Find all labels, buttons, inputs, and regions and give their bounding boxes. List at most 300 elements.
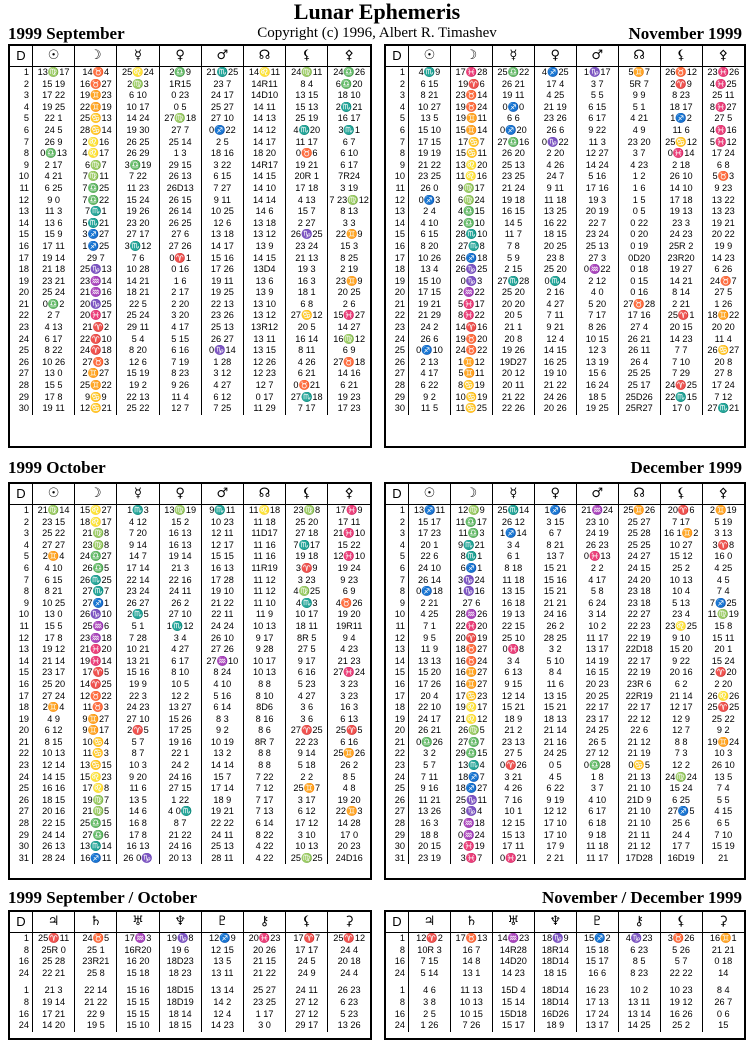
table-row (386, 334, 744, 346)
position-cell: 23 4 (660, 609, 702, 621)
position-cell: 14R28 (492, 945, 534, 957)
position-cell: 27 26 (201, 644, 243, 656)
position-cell: 4♌17 (75, 148, 117, 160)
position-cell: 3 15 (534, 517, 576, 529)
position-cell: 6 17 (159, 656, 201, 668)
venus-icon: ♀ (159, 46, 201, 67)
position-cell: 18D15 (159, 985, 201, 997)
position-cell: 11♎17 (450, 517, 492, 529)
position-cell: 23♉14 (450, 90, 492, 102)
position-cell: 1♐2 (660, 113, 702, 125)
position-cell: 15 12 (660, 551, 702, 563)
position-cell: 17♓28 (450, 67, 492, 79)
position-cell: 25♎22 (492, 67, 534, 79)
position-cell: 17 23 (337, 403, 361, 414)
position-cell: 3 7 (618, 148, 660, 160)
day-cell: 29 (10, 392, 33, 404)
position-cell: 20R 1 (286, 171, 328, 183)
day-cell: 16 (386, 241, 409, 253)
position-cell: 20 23 (337, 841, 361, 852)
position-cell: 24 4 (660, 830, 702, 842)
position-cell: 7 8 (492, 241, 534, 253)
position-cell: 13 7 (534, 551, 576, 563)
position-cell: 17♉13 (450, 933, 492, 945)
position-cell: 13 9 (243, 287, 285, 299)
table-row (10, 997, 370, 1009)
day-cell: 18 (10, 702, 33, 714)
position-cell: 13♏14 (75, 841, 117, 853)
position-cell: 0♎28 (576, 760, 618, 772)
position-cell: 10 3 (117, 760, 159, 772)
day-cell: 2 (386, 517, 409, 529)
position-cell: 28 11 (201, 853, 243, 865)
position-cell: 4 6 (409, 985, 451, 997)
day-cell: 15 (386, 667, 409, 679)
position-cell: 17 7 (660, 841, 702, 853)
position-cell: 12 7 (159, 403, 201, 415)
position-cell: 24 25 (534, 748, 576, 760)
position-cell: 7 17 (660, 517, 702, 529)
position-cell: 27♏8 (450, 241, 492, 253)
position-cell: 15 22 (337, 539, 361, 550)
table-row (386, 206, 744, 218)
table-row (386, 368, 744, 380)
table-row (10, 276, 370, 288)
position-cell: 27 17 (117, 229, 159, 241)
position-cell: 11 13 (450, 985, 492, 997)
position-cell: 25 11 (712, 90, 735, 101)
day-cell: 23 (386, 322, 409, 334)
position-cell: 20 5 (286, 322, 328, 334)
position-cell: 16 8 (117, 818, 159, 830)
table-row (386, 725, 744, 737)
position-cell: 8 7 (159, 818, 201, 830)
position-cell: 10 15 (450, 1009, 492, 1021)
position-cell: 27 12 (286, 997, 328, 1009)
position-cell: 16♉27 (75, 79, 117, 91)
position-cell: 15 15 (117, 1009, 159, 1021)
position-cell: 16 1♊2 (660, 528, 702, 540)
position-cell: 10 25 (201, 206, 243, 218)
day-cell: 5 (10, 113, 33, 125)
table-row (386, 218, 744, 230)
day-cell: 26 (10, 795, 33, 807)
position-cell: 18 1 (286, 287, 328, 299)
day-cell: 27 (10, 806, 33, 818)
position-cell: 16 13 (117, 841, 159, 853)
position-cell: 23 3 (660, 218, 702, 230)
day-header: D (386, 484, 409, 505)
position-cell: 20 15 (660, 322, 702, 334)
position-cell: 25 13 (201, 322, 243, 334)
day-cell: 8 (10, 945, 33, 957)
table-row (386, 137, 744, 149)
table-row (386, 1009, 744, 1021)
position-cell: 8 5 (342, 771, 356, 782)
position-cell: 24 9 (286, 968, 328, 980)
position-cell: 13 23 (711, 206, 735, 217)
position-cell: 15♌23 (75, 772, 117, 784)
table-row (10, 241, 370, 253)
position-cell: 0♐3 (409, 195, 451, 207)
position-cell: 3 17 (286, 795, 328, 807)
position-cell: 14D10 (243, 90, 285, 102)
position-cell: 9♋9 (75, 392, 117, 404)
position-cell: 21 22 (409, 160, 451, 172)
position-cell: 3 4 (159, 633, 201, 645)
position-cell: 7 29 (660, 368, 702, 380)
position-cell: 15 19 (117, 368, 159, 380)
position-cell: 26 21 (618, 334, 660, 346)
table-row (386, 195, 744, 207)
table-row (386, 737, 744, 749)
position-cell: 6 16 (286, 667, 328, 679)
position-cell: 11 18 (534, 195, 576, 207)
day-cell: 22 (386, 748, 409, 760)
position-cell: 10 17 (117, 102, 159, 114)
position-cell: 24♉5 (75, 933, 117, 945)
position-cell: 6 9 (342, 586, 356, 597)
position-cell: 20 15 (409, 841, 451, 853)
position-cell: 20♓23 (243, 933, 285, 945)
position-cell: 27 26 (159, 241, 201, 253)
day-cell: 1 (386, 505, 409, 517)
position-cell: 9 11 (201, 195, 243, 207)
position-cell: 11R19 (243, 563, 285, 575)
mars-icon: ♂ (201, 46, 243, 67)
position-cell: 21 24 (492, 183, 534, 195)
position-cell: 10 13 (243, 667, 285, 679)
position-cell: 23 26 (534, 113, 576, 125)
table-row (386, 148, 744, 160)
position-cell: 6 17 (576, 806, 618, 818)
table-row (10, 357, 370, 369)
position-cell: 24 17 (409, 714, 451, 726)
day-cell: 6 (10, 125, 33, 137)
position-cell: 2 21 (534, 853, 576, 865)
table-row (386, 125, 744, 137)
position-cell: 1♊12 (450, 357, 492, 369)
position-cell: 15 17 (576, 956, 618, 968)
table-row (10, 679, 370, 691)
position-cell: 10 13 (286, 841, 328, 853)
day-cell: 21 (10, 299, 33, 311)
position-cell: 22 6 (409, 551, 451, 563)
position-cell: 27♎16 (492, 137, 534, 149)
position-cell: 0♐20 (492, 125, 534, 137)
position-cell: 3 6 (286, 702, 328, 714)
position-cell: 9 11 (534, 183, 576, 195)
position-cell: 4 25 (534, 90, 576, 102)
mercury-icon: ☿ (492, 484, 534, 505)
position-cell: 12 7 (660, 725, 702, 737)
day-cell: 6 (386, 563, 409, 575)
day-cell: 3 (386, 528, 409, 540)
position-cell: 20 19 (576, 206, 618, 218)
table-row (386, 644, 744, 656)
position-cell: 17 26 (201, 264, 243, 276)
position-cell: 14 23 (711, 252, 735, 263)
table-row (386, 241, 744, 253)
position-cell: 27 5 (492, 748, 534, 760)
position-cell: 21 22 (201, 598, 243, 610)
position-cell: 24 4 (340, 967, 359, 978)
position-cell: 4 15 (714, 806, 733, 817)
day-cell: 13 (386, 206, 409, 218)
table-row (386, 160, 744, 172)
position-cell: 23 26 (201, 310, 243, 322)
position-cell: 10 2 (618, 985, 660, 997)
position-cell: 15 13 (492, 830, 534, 842)
position-cell: 0 16 (618, 287, 660, 299)
position-cell: 16♍12 (333, 333, 366, 344)
position-cell: 8 22 (33, 345, 75, 357)
position-cell: 17♓9 (335, 505, 363, 515)
position-cell: 22 1 (33, 113, 75, 125)
position-cell: 13 17 (576, 644, 618, 656)
day-cell: 4 (386, 540, 409, 552)
position-cell: 2♒22 (450, 287, 492, 299)
position-cell: 13♌20 (450, 160, 492, 172)
position-cell: 8 3 (201, 714, 243, 726)
position-cell: 9 23 (714, 182, 733, 193)
position-cell: 8 15 (33, 737, 75, 749)
table-row (386, 171, 744, 183)
position-cell: 0♐0 (492, 102, 534, 114)
position-cell: 9 22 (576, 125, 618, 137)
position-cell: 25 24 (117, 310, 159, 322)
position-cell: 26 4 (618, 357, 660, 369)
position-cell: 16 3 (340, 702, 359, 713)
position-cell: 15 6 (576, 368, 618, 380)
position-cell: 11 18 (492, 575, 534, 587)
position-cell: 21♍14 (33, 505, 75, 517)
position-cell: 26 27 (117, 598, 159, 610)
position-cell: 7 7 (660, 345, 702, 357)
position-cell: 27♓24 (333, 667, 366, 678)
position-cell: 0♋5 (618, 760, 660, 772)
day-cell: 24 (10, 334, 33, 346)
position-cell: 17 8 (33, 392, 75, 404)
position-cell: 17♒3 (117, 933, 159, 945)
position-cell: 0 20 (618, 229, 660, 241)
panel-october (8, 482, 372, 880)
position-cell: 26♑25 (286, 229, 328, 241)
position-cell: 25♊26 (618, 505, 660, 517)
day-header: D (386, 912, 409, 933)
position-cell: 13 11 (201, 968, 243, 980)
position-cell: 9 23 (340, 574, 359, 585)
position-cell: 5 10 (534, 656, 576, 668)
position-cell: 1 5 (618, 195, 660, 207)
position-cell: 21 22 (534, 380, 576, 392)
position-cell: 22 9 (75, 1009, 117, 1021)
position-cell: 1 6 (618, 183, 660, 195)
table-row (10, 1009, 370, 1021)
position-cell: 3 8 (409, 997, 451, 1009)
day-cell: 11 (386, 621, 409, 633)
position-cell: 23R21 (75, 956, 117, 968)
position-cell: 22 21 (33, 968, 75, 980)
position-cell: 27 6 (450, 598, 492, 610)
position-cell: 7 10 (660, 357, 702, 369)
position-cell: 20 26 (534, 403, 576, 415)
position-cell: 26D13 (159, 183, 201, 195)
position-cell: 21♓10 (333, 528, 366, 539)
position-cell: 21♈2 (75, 322, 117, 334)
position-cell: 24 5 (286, 956, 328, 968)
position-cell: 5 5 (576, 90, 618, 102)
position-cell: 24♈18 (75, 345, 117, 357)
position-cell: 21 (718, 852, 729, 863)
position-cell: 5 18 (286, 760, 328, 772)
position-cell: 22 13 (201, 299, 243, 311)
position-cell: 22♊9 (335, 229, 363, 240)
position-cell: 8 21 (33, 586, 75, 598)
position-cell: 19♊23 (75, 90, 117, 102)
position-cell: 14♌11 (243, 67, 285, 79)
lilith-icon: ⚸ (286, 484, 328, 505)
position-cell: 11 9 (409, 644, 451, 656)
position-cell: 15 19 (33, 79, 75, 91)
position-cell: 4♉26 (335, 597, 363, 608)
position-cell: 14 27 (337, 322, 361, 333)
panel-september (8, 44, 372, 448)
position-cell: 25 20 (492, 287, 534, 299)
position-cell: 11 17 (576, 633, 618, 645)
position-cell: 23♓26 (707, 67, 740, 77)
position-cell: 21♒24 (576, 505, 618, 517)
position-cell: 26 9 (33, 137, 75, 149)
position-cell: 10 19 (201, 737, 243, 749)
position-cell: 22 17 (618, 702, 660, 714)
position-cell: 0♒22 (576, 264, 618, 276)
position-cell: 18♌17 (75, 517, 117, 529)
position-cell: 21 15 (243, 956, 285, 968)
position-cell: 11♉3 (75, 702, 117, 714)
table-row (386, 656, 744, 668)
position-cell: 23 7 (201, 79, 243, 91)
position-cell: 19 13 (660, 206, 702, 218)
position-cell: 22 11 (201, 609, 243, 621)
position-cell: 17 11 (33, 241, 75, 253)
position-cell: 22 26 (492, 403, 534, 415)
position-cell: 9 14 (117, 540, 159, 552)
table-row (10, 737, 370, 749)
position-cell: 8 26 (576, 322, 618, 334)
day-cell: 8 (386, 997, 409, 1009)
position-cell: 15D18 (492, 1009, 534, 1021)
position-cell: 13 2 (201, 748, 243, 760)
day-cell: 24 (386, 772, 409, 784)
position-cell: 24 25 (576, 725, 618, 737)
position-cell: 25♈5 (335, 725, 363, 736)
position-cell: 8 21 (409, 90, 451, 102)
position-cell: 15 21 (534, 586, 576, 598)
position-cell: 14 5 (492, 218, 534, 230)
position-cell: 15♋11 (450, 148, 492, 160)
position-cell: 11 6 (117, 783, 159, 795)
position-cell: 2♎9 (159, 67, 201, 79)
position-cell: 20 1 (409, 540, 451, 552)
position-cell: 18♉27 (450, 644, 492, 656)
day-cell: 7 (386, 137, 409, 149)
position-cell: 3 23 (340, 678, 359, 689)
position-cell: 6 13 (340, 713, 359, 724)
position-cell: 17 10 (534, 818, 576, 830)
position-cell: 6 8 (716, 159, 730, 170)
position-cell: 19 10 (201, 586, 243, 598)
day-cell: 12 (386, 195, 409, 207)
position-cell: 26 11 (618, 345, 660, 357)
position-cell: 4 0♏ (159, 806, 201, 818)
position-cell: 12 17 (660, 702, 702, 714)
table-row (10, 403, 370, 415)
position-cell: 29 15 (159, 160, 201, 172)
day-cell: 12 (386, 633, 409, 645)
position-cell: 20 20 (711, 322, 735, 333)
position-cell: 27 12 (286, 1009, 328, 1021)
table-row (10, 818, 370, 830)
position-cell: 13 17 (576, 1020, 618, 1032)
position-cell: 25 24 (33, 287, 75, 299)
position-cell: 19 11 (201, 276, 243, 288)
node-icon: ☊ (243, 484, 285, 505)
position-cell: 1♑17 (576, 67, 618, 79)
position-cell: 24 2 (159, 760, 201, 772)
table-row (10, 125, 370, 137)
position-cell: 21 3 (33, 985, 75, 997)
table-row (386, 748, 744, 760)
position-cell: 13 15 (243, 345, 285, 357)
position-cell: 24 27 (618, 551, 660, 563)
position-cell: 22 3 (117, 691, 159, 703)
position-cell: 15 20 (660, 644, 702, 656)
table-row (386, 806, 744, 818)
position-cell: 13♍19 (159, 505, 201, 517)
node-icon: ☊ (243, 46, 285, 67)
position-cell: 26 5 (576, 737, 618, 749)
position-cell: 16 18 (492, 598, 534, 610)
position-cell: 7♎22 (75, 195, 117, 207)
position-cell: 26♌26 (707, 690, 740, 701)
position-cell: 19 21 (711, 217, 735, 228)
mercury-icon: ☿ (117, 484, 159, 505)
position-cell: 21 14 (660, 691, 702, 703)
position-cell: 9 17 (286, 656, 328, 668)
position-cell: 0♏4 (534, 276, 576, 288)
day-cell: 8 (10, 148, 33, 160)
venus-icon: ♀ (159, 484, 201, 505)
position-cell: 18 10 (337, 90, 361, 101)
position-cell: 20♈19 (450, 633, 492, 645)
day-cell: 14 (10, 218, 33, 230)
position-cell: 25 1 (75, 945, 117, 957)
position-cell: 0 17 (243, 392, 285, 404)
position-cell: 13 18 (243, 218, 285, 230)
position-cell: 4 27 (159, 644, 201, 656)
position-cell: 10 17 (286, 609, 328, 621)
position-cell: 25♍25 (286, 853, 328, 865)
table-row (10, 345, 370, 357)
position-cell: 11♋25 (450, 403, 492, 415)
table-row (386, 818, 744, 830)
position-cell: 13 9 (243, 241, 285, 253)
position-cell: 24 17 (201, 90, 243, 102)
table-row (10, 540, 370, 552)
position-cell: 25 20 (33, 679, 75, 691)
position-cell: 24 15 (618, 563, 660, 575)
